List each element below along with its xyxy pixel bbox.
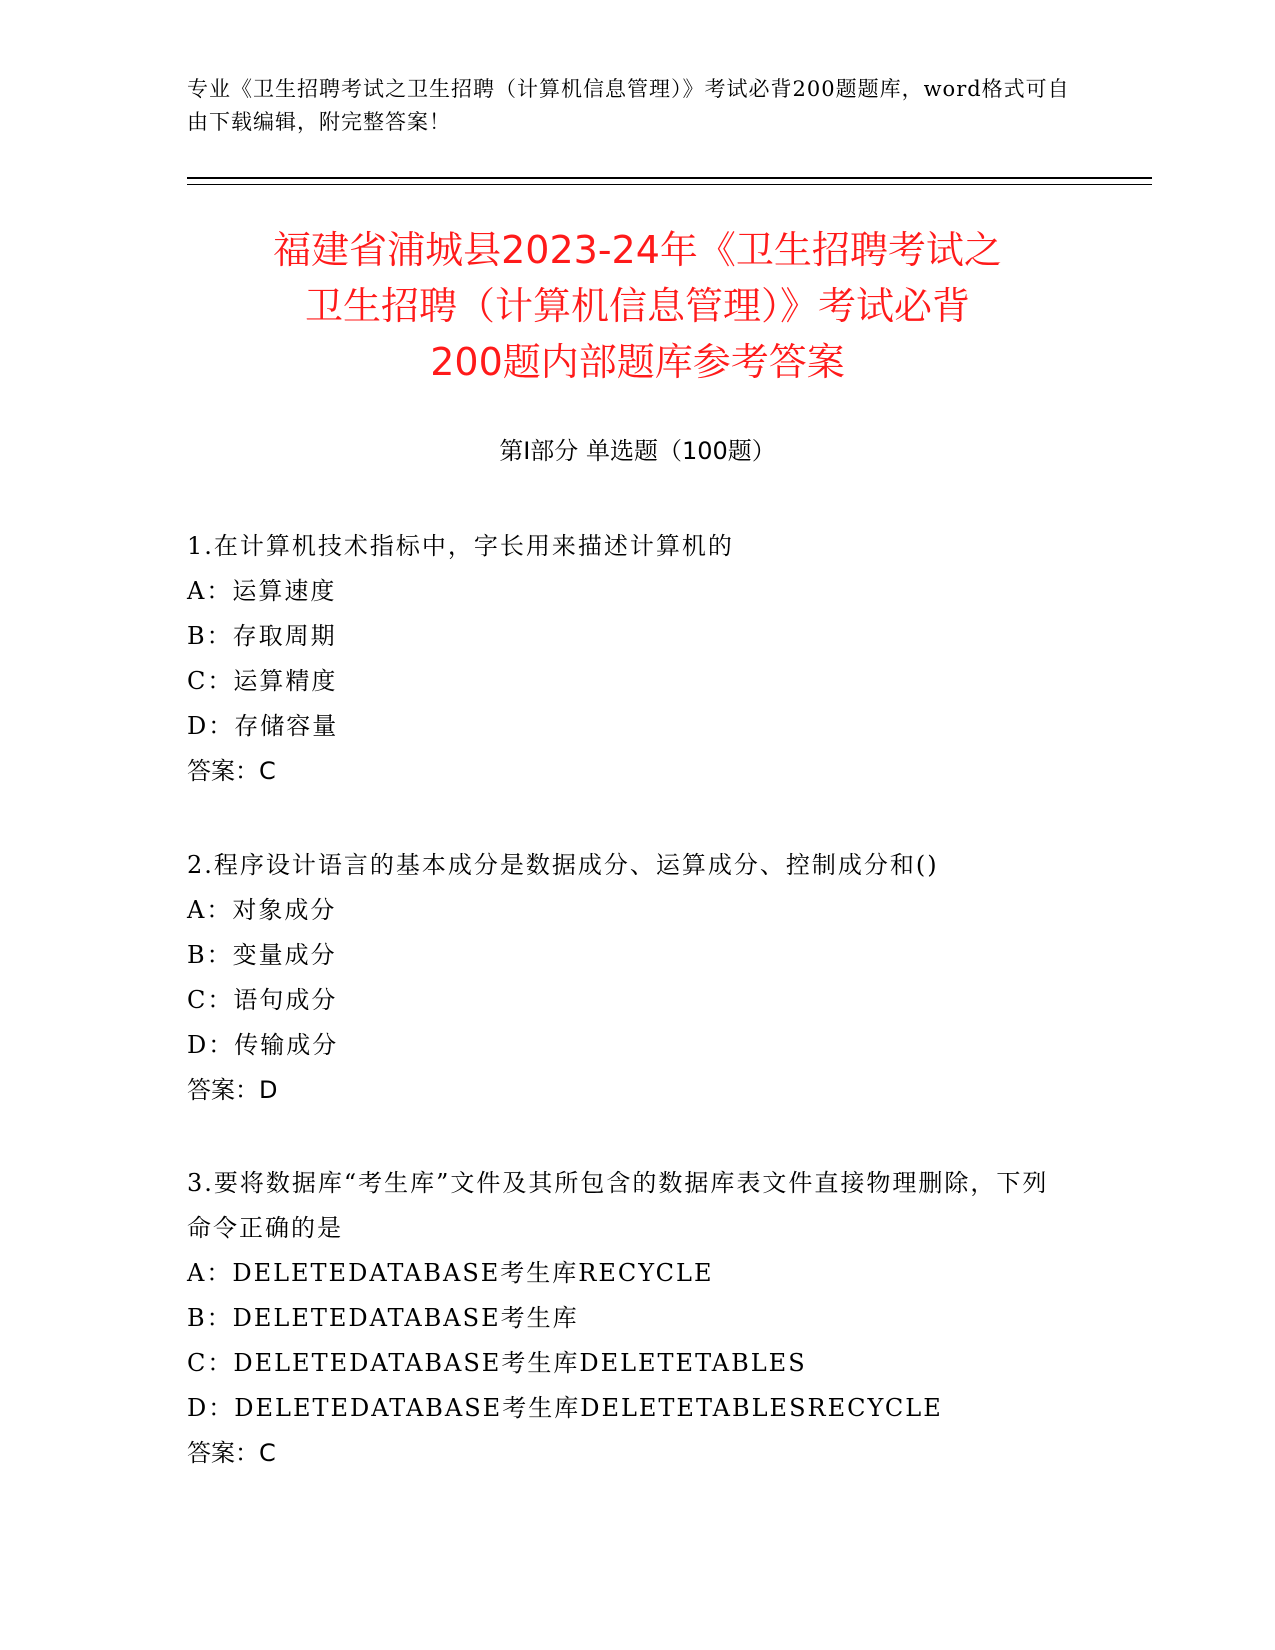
option-b: B：存取周期: [187, 622, 337, 650]
question-1: [187, 524, 1067, 794]
option-b: B：DELETEDATABASE考生库: [187, 1304, 579, 1332]
option-c: C：运算精度: [187, 667, 338, 695]
header-divider-thick: [187, 177, 1152, 179]
option-d: D：DELETEDATABASE考生库DELETETABLESRECYCLE: [187, 1394, 943, 1422]
question-3: [187, 1161, 1067, 1476]
option-a: A：对象成分: [187, 896, 337, 924]
title-line-3: 200题内部题库参考答案: [430, 340, 845, 384]
option-d: D：存储容量: [187, 712, 339, 740]
option-d: D：传输成分: [187, 1031, 339, 1059]
option-c: C：DELETEDATABASE考生库DELETETABLES: [187, 1349, 807, 1377]
header-divider-thin: [187, 184, 1152, 185]
question-stem: 2.程序设计语言的基本成分是数据成分、运算成分、控制成分和(): [187, 851, 939, 879]
document-title: [150, 222, 1125, 390]
option-a: A：DELETEDATABASE考生库RECYCLE: [187, 1259, 714, 1287]
title-line-1: 福建省浦城县2023-24年《卫生招聘考试之: [273, 228, 1002, 272]
option-b: B：变量成分: [187, 941, 337, 969]
question-stem: 3.要将数据库“考生库”文件及其所包含的数据库表文件直接物理删除，下列命令正确的是: [187, 1169, 1049, 1242]
title-line-2: 卫生招聘（计算机信息管理）》考试必背: [304, 284, 970, 328]
option-c: C：语句成分: [187, 986, 338, 1014]
option-a: A：运算速度: [187, 577, 337, 605]
header-note: 专业《卫生招聘考试之卫生招聘（计算机信息管理）》考试必背200题题库，word格式可自由下载编辑，附完整答案！: [187, 77, 1070, 134]
answer: 答案：C: [187, 1439, 276, 1467]
question-stem: 1.在计算机技术指标中，字长用来描述计算机的: [187, 532, 734, 560]
section-heading: 第Ⅰ部分 单选题（100题）: [499, 437, 776, 465]
question-2: [187, 843, 1067, 1113]
answer: 答案：D: [187, 1076, 278, 1104]
answer: 答案：C: [187, 757, 276, 785]
